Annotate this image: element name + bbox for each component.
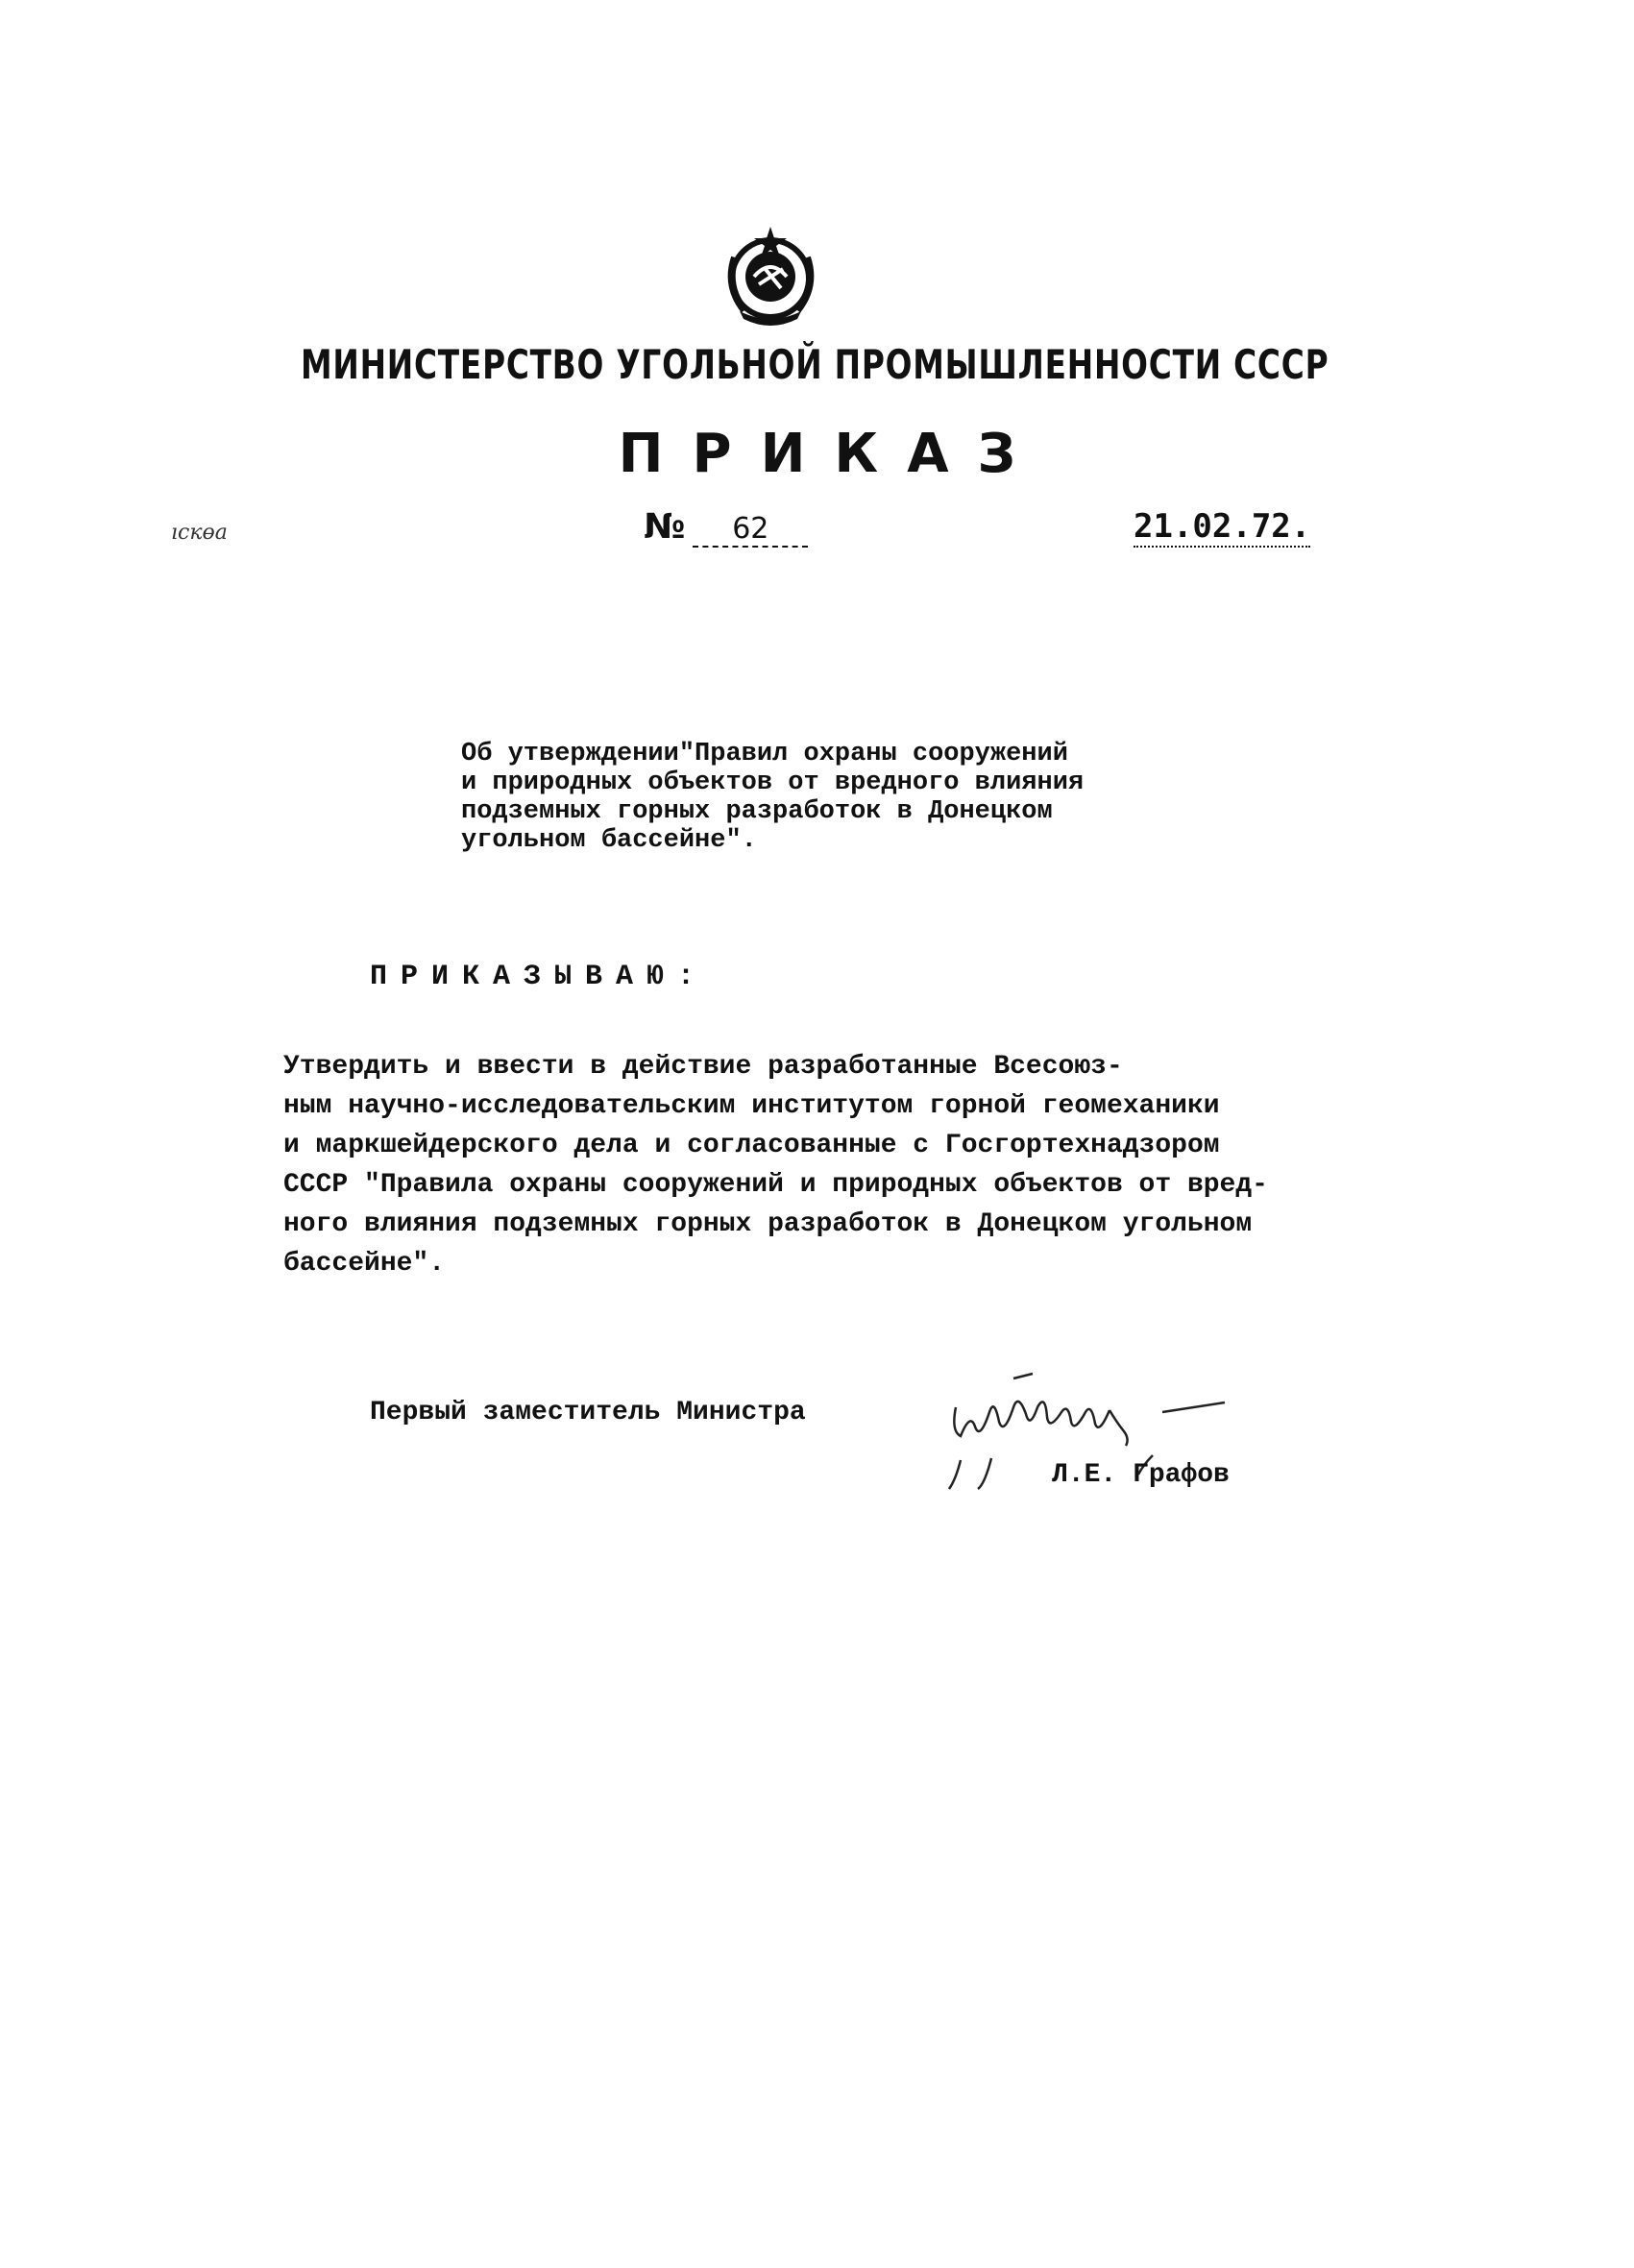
number-sign: № (644, 507, 686, 547)
city-label: ıскөа (171, 521, 228, 545)
order-directive-heading: ПРИКАЗЫВАЮ: (370, 961, 709, 993)
ministry-title: МИНИСТЕРСТВО УГОЛЬНОЙ ПРОМЫШЛЕННОСТИ СССР (300, 341, 1329, 388)
order-subject: Об утверждении"Правил охраны сооружений и природных объектов от вредного влияния подземных горных разработок в Донецком угольном бассейне". (461, 740, 1085, 855)
number-value: 62 (693, 512, 808, 548)
order-number (644, 507, 808, 548)
document-type-heading: ПРИКАЗ (618, 423, 1045, 485)
signatory-title: Первый заместитель Министра (370, 1398, 806, 1427)
order-date: 21.02.72. (1134, 507, 1311, 546)
ussr-coat-of-arms-icon (716, 219, 826, 329)
order-body-text: Утвердить и ввести в действие разработанные Всесоюз- ным научно-исследовательским институтом горной геомеханики и маркшейдерского дела и согласованные с Госгортехнадзором СССР "Правила охраны сооружений и природных объектов от вред- ного влияния подземных горных разработок в Донецком угольном бассейне". (283, 1052, 1268, 1279)
signatory-name: Л.Е. Графов (1052, 1460, 1230, 1490)
